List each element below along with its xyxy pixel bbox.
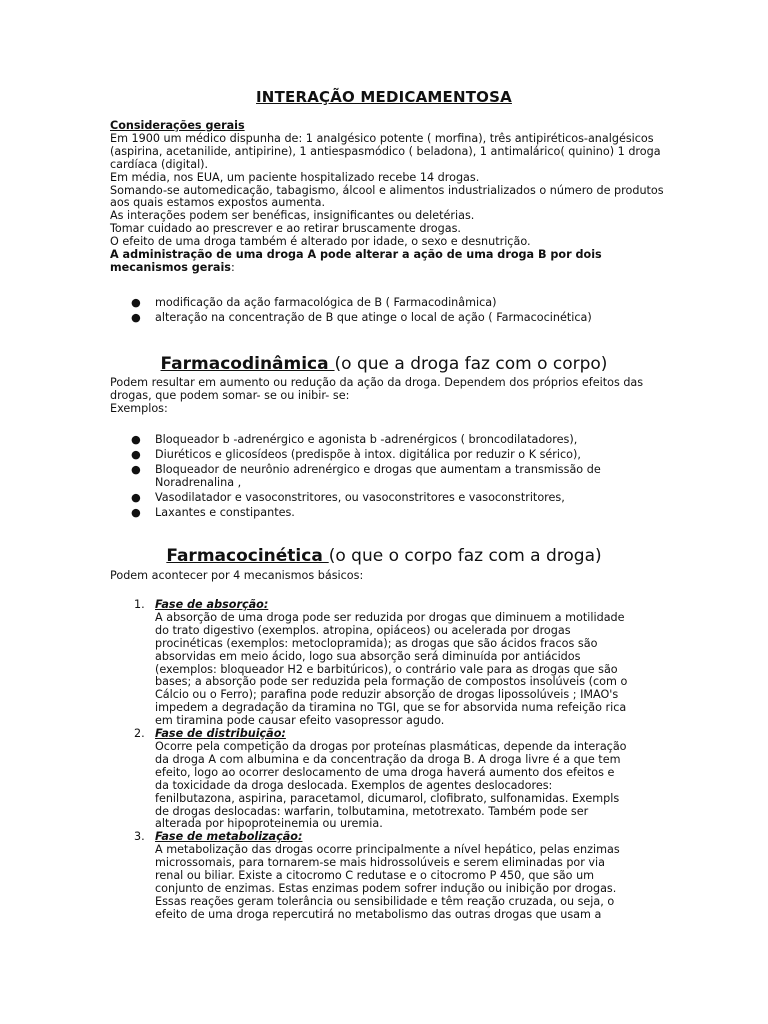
bullet-icon: ● xyxy=(131,462,141,476)
list-item: ● Bloqueador de neurônio adrenérgico e drogas que aumentam a transmissão de Noradrenalina , xyxy=(131,462,601,489)
farmacodinamica-description: Podem resultar em aumento ou redução da ação da droga. Dependem dos próprios efeitos das drogas, que podem somar- se ou inibir- se: xyxy=(110,376,644,402)
intro-paragraph: Em 1900 um médico dispunha de: 1 analgésico potente ( morfina), três antipiréticos-analgésicos (aspirina, acetanilide, antipirine), 1 antiespasmódico ( beladona), 1 antimalárico( quinino) 1 droga cardíaca (digital). xyxy=(110,131,661,171)
list-item: ● Vasodilatador e vasoconstritores, ou vasoconstritores e vasoconstritores, xyxy=(131,490,565,504)
phase-number: 1. xyxy=(134,598,145,611)
phase-name: Fase de distribuição: xyxy=(155,727,286,741)
list-item: ● modificação da ação farmacológica de B ( Farmacodinâmica) xyxy=(131,296,497,309)
list-item xyxy=(110,728,630,831)
intro-paragraph: As interações podem ser benéficas, insignificantes ou deletérias. xyxy=(110,209,475,223)
examples-label: Exemplos: xyxy=(110,401,168,415)
list-item: ● Laxantes e constipantes. xyxy=(131,505,295,519)
bullet-icon: ● xyxy=(131,310,141,324)
farmacodinamica-title: Farmacodinâmica (o que a droga faz com o corpo) xyxy=(160,354,608,374)
mechanisms-lead xyxy=(110,249,670,275)
mechanisms-list xyxy=(110,297,630,327)
intro-paragraph: Em média, nos EUA, um paciente hospitalizado recebe 14 drogas. xyxy=(110,170,480,184)
phase-name: Fase de absorção: xyxy=(155,598,269,611)
intro-section xyxy=(110,120,670,275)
list-item: ● alteração na concentração de B que atinge o local de ação ( Farmacocinética) xyxy=(131,310,592,324)
list-item: ● Diuréticos e glicosídeos (predispõe à intox. digitálica por reduzir o K sérico), xyxy=(131,447,581,461)
phase-name: Fase de metabolização: xyxy=(155,830,303,844)
phase-text: A absorção de uma droga pode ser reduzida por drogas que diminuem a motilidade do trato digestivo (exemplos. atropina, opiáceos) ou acelerada por drogas procinéticas (exemplos: metoclopramida); as drogas que são ácidos fracos são absorvidas em meio ácido, logo sua absorção será diminuída por antiácidos (exemplos: bloqueador H2 e barbitúricos), o contrário vale para as drogas que são bases; a absorção pode ser reduzida pela formação de compostos insolúveis (com o Cálcio ou o Ferro); parafina pode reduzir absorção de drogas lipossolúveis ; IMAO's impedem a degradação da tiramina no TGI, que se for absorvida numa refeição rica em tiramina pode causar efeito vasopressor agudo. xyxy=(155,610,628,728)
bullet-icon: ● xyxy=(131,505,141,519)
phase-number: 2. xyxy=(134,727,145,741)
phase-text: A metabolização das drogas ocorre principalmente a nível hepático, pelas enzimas microssomais, para tornarem-se mais hidrossolúveis e serem eliminadas por via renal ou biliar. Existe a citocromo C redutase e o citocromo P 450, que são um conjunto de enzimas. Estas enzimas podem sofrer indução ou inibição por drogas. Essas reações geram tolerância ou sensibilidade e têm reação cruzada, ou seja, o efeito de uma droga repercutirá no metabolismo das outras drogas que usam a xyxy=(155,843,620,921)
intro-heading: Considerações gerais xyxy=(110,119,245,132)
list-item xyxy=(110,831,630,921)
bullet-icon: ● xyxy=(131,433,141,446)
farmacocinetica-section xyxy=(110,570,670,583)
mechanisms-lead-tail: : xyxy=(230,260,235,274)
intro-paragraph: Tomar cuidado ao prescrever e ao retirar bruscamente drogas. xyxy=(110,222,461,236)
intro-paragraph: Somando-se automedicação, tabagismo, álcool e alimentos industrializados o número de produtos aos quais estamos expostos aumenta. xyxy=(110,183,664,210)
farmacocinetica-phases xyxy=(110,599,630,922)
intro-paragraph: O efeito de uma droga também é alterado por idade, o sexo e desnutrição. xyxy=(110,235,531,249)
farmacocinetica-title: Farmacocinética (o que o corpo faz com a droga) xyxy=(166,546,602,566)
farmacodinamica-section xyxy=(110,377,670,416)
mechanisms-lead-bold: A administração de uma droga A pode alterar a ação de uma droga B por dois mecanismos gerais xyxy=(110,248,602,274)
phase-text: Ocorre pela competição da drogas por proteínas plasmáticas, depende da interação da droga A com albumina e da concentração da droga B. A droga livre é a que tem efeito, logo ao ocorrer deslocamento de uma droga haverá aumento dos efeitos e da toxicidade da droga deslocada. Exemplos de agentes deslocadores: fenilbutazona, aspirina, paracetamol, dicumarol, clofibrato, sulfonamidas. Exempls de drogas deslocadas: warfarin, tolbutamina, metotrexato. Também pode ser alterada por hipoproteinemia ou uremia. xyxy=(155,739,627,831)
list-item xyxy=(110,599,630,728)
bullet-icon: ● xyxy=(131,296,141,309)
list-item: ● Bloqueador b -adrenérgico e agonista b -adrenérgicos ( broncodilatadores), xyxy=(131,433,578,446)
phase-number: 3. xyxy=(134,830,145,844)
bullet-icon: ● xyxy=(131,490,141,504)
farmacocinetica-description: Podem acontecer por 4 mecanismos básicos: xyxy=(110,569,364,582)
farmacodinamica-examples xyxy=(110,434,630,521)
document-title: INTERAÇÃO MEDICAMENTOSA xyxy=(256,88,512,106)
bullet-icon: ● xyxy=(131,447,141,461)
